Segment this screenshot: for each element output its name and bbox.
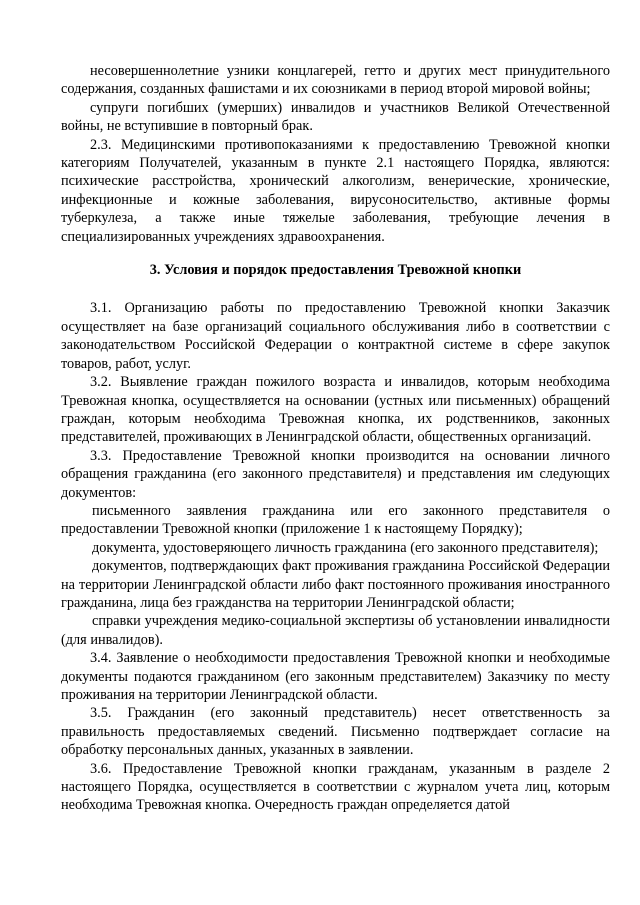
paragraph-2-3: 2.3. Медицинскими противопоказаниями к предоставлению Тревожной кнопки категориям Получателей, указанным в пункте 2.1 настоящего Порядка, являются: психические расстройства, хронический алкоголизм, венерические, хронические, инфекционные и кожные заболевания, вирусоносительство, активные формы туберкулеза, а также иные тяжелые заболевания, требующие лечения в специализированных учреждениях здравоохранения. <box>61 136 610 245</box>
list-item-residence-documents: документов, подтверждающих факт проживания гражданина Российской Федерации на территории Ленинградской области либо факт постоянного проживания иностранного гражданина, лица без гражданства на территории Ленинградской области; <box>61 558 610 611</box>
list-item-identity-document: документа, удостоверяющего личность гражданина (его законного представителя); <box>92 539 599 556</box>
paragraph-3-2: 3.2. Выявление граждан пожилого возраста и инвалидов, которым необходима Тревожная кнопка, осуществляется на основании (устных или письменных) обращений граждан, которым необходима Тревожная кнопка, их родственников, законных представителей, проживающих в Ленинградской области, общественных организаций. <box>61 374 610 446</box>
list-item-application: письменного заявления гражданина или его законного представителя о предоставлении Тревожной кнопки (приложение 1 к настоящему Порядку); <box>61 502 610 538</box>
paragraph-spouses: супруги погибших (умерших) инвалидов и участников Великой Отечественной войны, не вступившие в повторный брак. <box>61 99 610 135</box>
paragraph-3-3: 3.3. Предоставление Тревожной кнопки производится на основании личного обращения гражданина (его законного представителя) и представления им следующих документов: <box>61 447 610 501</box>
list-item-disability-certificate: справки учреждения медико-социальной экспертизы об установлении инвалидности (для инвалидов). <box>61 613 610 648</box>
paragraph-3-5: 3.5. Гражданин (его законный представитель) несет ответственность за правильность предоставляемых сведений. Письменно подтверждает согласие на обработку персональных данных, указанных в заявлении. <box>61 705 610 759</box>
paragraph-3-1: 3.1. Организацию работы по предоставлению Тревожной кнопки Заказчик осуществляет на базе организаций социального обслуживания либо в соответствии с законодательством Российской Федерации о контрактной системе в сфере закупок товаров, работ, услуг. <box>61 300 610 372</box>
paragraph-prisoners: несовершеннолетние узники концлагерей, гетто и других мест принудительного содержания, созданных фашистами и их союзниками в период второй мировой войны; <box>61 63 610 98</box>
section-heading: 3. Условия и порядок предоставления Тревожной кнопки <box>149 262 522 279</box>
paragraph-3-4: 3.4. Заявление о необходимости предоставления Тревожной кнопки и необходимые документы подаются гражданином (его законным представителем) Заказчику по месту проживания на территории Ленинградской области. <box>61 650 610 703</box>
paragraph-3-6: 3.6. Предоставление Тревожной кнопки гражданам, указанным в разделе 2 настоящего Порядка, осуществляется в соответствии с журналом учета лиц, которым необходима Тревожная кнопка. Очередность граждан определяется датой <box>61 760 610 814</box>
